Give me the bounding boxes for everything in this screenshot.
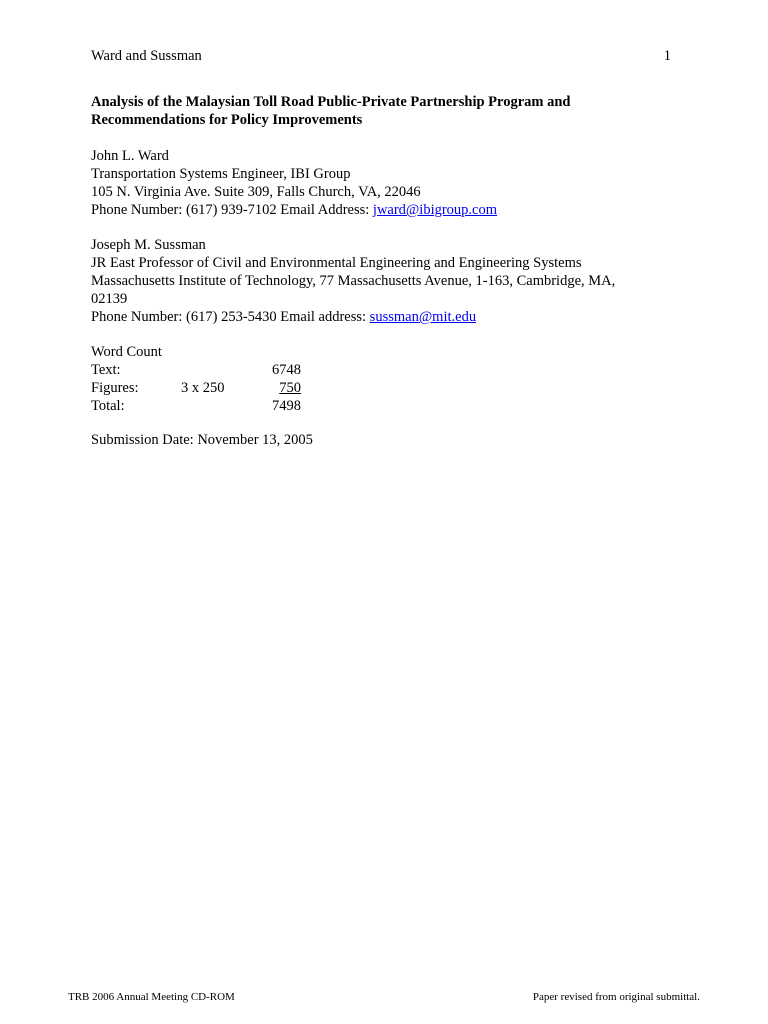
word-count-value: 7498: [272, 398, 301, 414]
page-footer: [68, 990, 700, 1004]
author-address: 105 N. Virginia Ave. Suite 309, Falls Church, VA, 22046: [91, 184, 421, 200]
word-count-value: 750: [279, 380, 301, 396]
word-count-label: Figures:: [91, 380, 139, 396]
submission-date: Submission Date: November 13, 2005: [91, 432, 313, 448]
word-count-label: Total:: [91, 398, 125, 414]
author-contact-prefix: Phone Number: (617) 939-7102 Email Address:: [91, 202, 373, 218]
word-count-heading: Word Count: [91, 344, 162, 360]
running-author: Ward and Sussman: [91, 48, 202, 64]
word-count-row-total: [91, 397, 671, 415]
author-address-line-2: 02139: [91, 291, 128, 307]
paper-title-line-1: Analysis of the Malaysian Toll Road Public-Private Partnership Program and: [91, 94, 571, 110]
author-contact: [91, 201, 671, 219]
footer-right-text: Paper revised from original submittal.: [532, 991, 700, 1003]
author-block-sussman: [91, 236, 671, 326]
author-contact-prefix: Phone Number: (617) 253-5430 Email address:: [91, 309, 370, 325]
word-count-multiplier: 3 x 250: [181, 380, 225, 396]
email-link-sussman[interactable]: sussman@mit.edu: [369, 309, 477, 325]
author-block-ward: [91, 147, 671, 219]
running-header: [91, 47, 671, 65]
footer-left-text: TRB 2006 Annual Meeting CD-ROM: [68, 991, 235, 1003]
page-number: 1: [663, 48, 671, 64]
word-count-row-text: [91, 361, 671, 379]
author-position: Transportation Systems Engineer, IBI Group: [91, 166, 351, 182]
paper-title: [91, 93, 671, 129]
author-name: Joseph M. Sussman: [91, 237, 206, 253]
word-count-value: 6748: [272, 362, 301, 378]
author-position: JR East Professor of Civil and Environmental Engineering and Engineering Systems: [91, 255, 582, 271]
word-count-row-figures: [91, 379, 671, 397]
author-name: John L. Ward: [91, 148, 169, 164]
author-contact: [91, 308, 671, 326]
word-count-table: [91, 343, 671, 415]
word-count-label: Text:: [91, 362, 121, 378]
author-address-line-1: Massachusetts Institute of Technology, 77 Massachusetts Avenue, 1-163, Cambridge, MA,: [91, 273, 616, 289]
email-link-ward[interactable]: jward@ibigroup.com: [372, 202, 498, 218]
paper-title-line-2: Recommendations for Policy Improvements: [91, 112, 363, 128]
